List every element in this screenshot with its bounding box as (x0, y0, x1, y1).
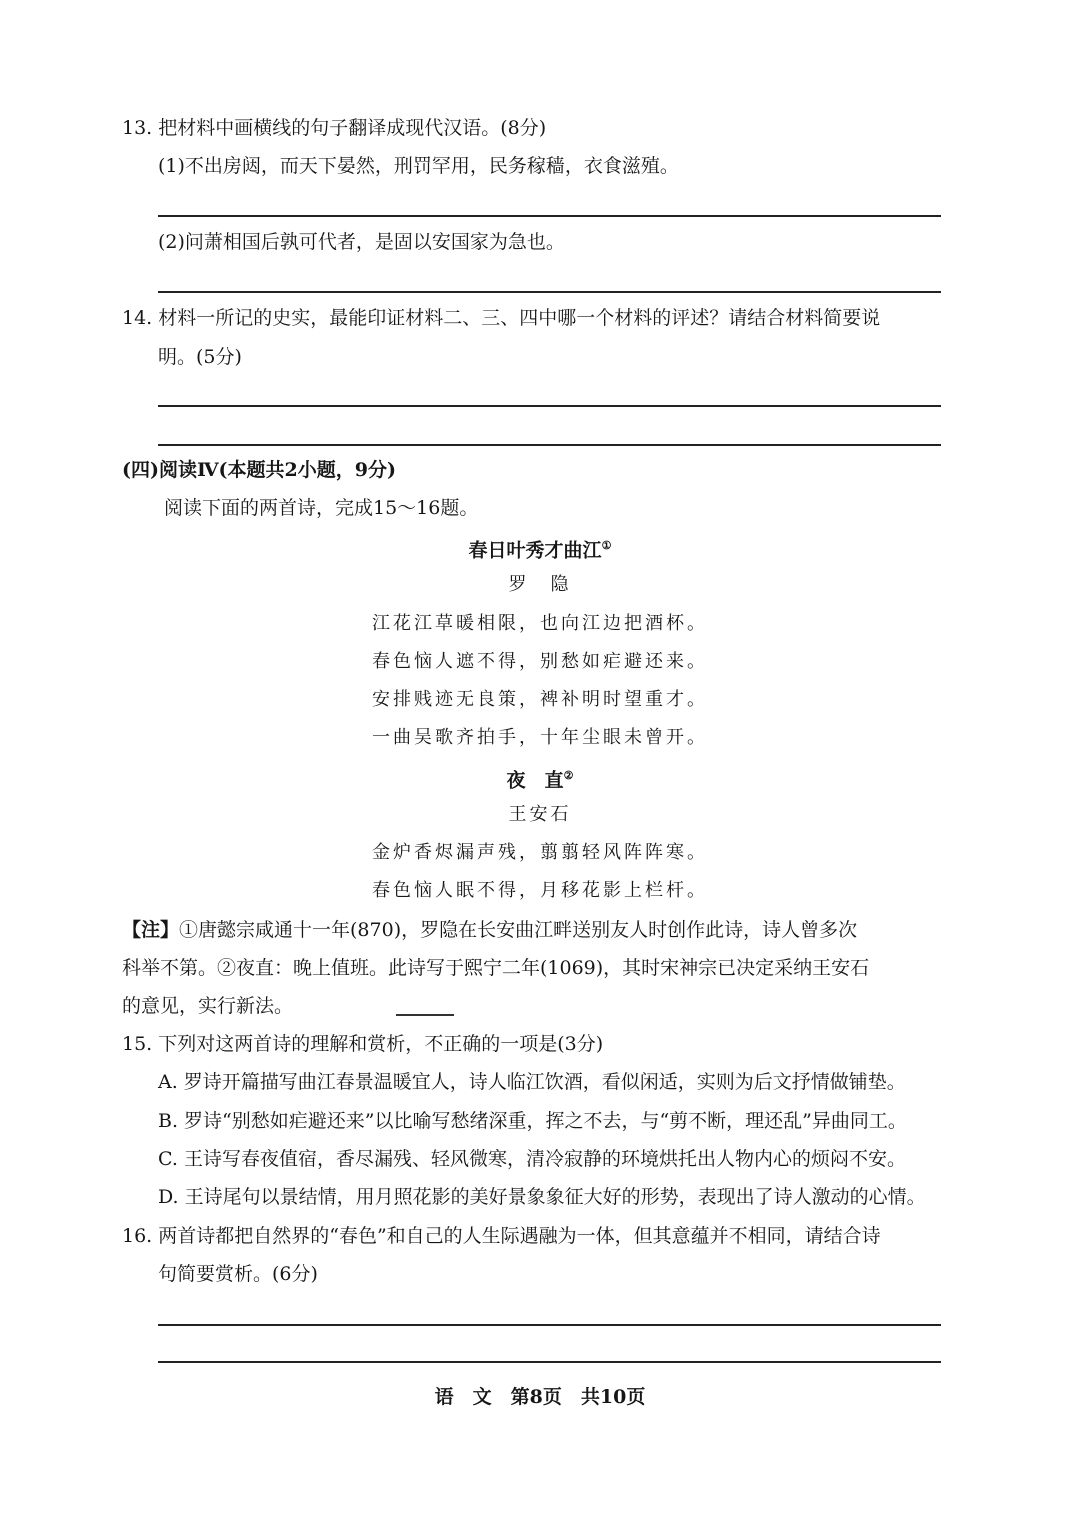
q13-sentence-1: (1)不出房闼，而天下晏然，刑罚罕用，民务稼穑，衣食滋殖。 (158, 155, 679, 177)
note-mark: ② (563, 769, 574, 782)
section-intro: 阅读下面的两首诗，完成15～16题。 (164, 497, 479, 519)
note-mark: ① (601, 539, 612, 552)
answer-line[interactable] (158, 215, 941, 217)
poem2-line: 春色恼人眠不得，月移花影上栏杆。 (372, 880, 708, 901)
answer-line[interactable] (158, 291, 941, 293)
notes-line3: 的意见，实行新法。 (122, 995, 294, 1017)
answer-line[interactable] (158, 444, 941, 446)
poem2-line: 金炉香烬漏声残，翦翦轻风阵阵寒。 (372, 842, 708, 863)
poem2-title-text: 夜 直 (506, 769, 564, 792)
q13-sentence-2: (2)问萧相国后孰可代者，是固以安国家为急也。 (158, 231, 565, 253)
q15-option-d[interactable]: D. 王诗尾句以景结情，用月照花影的美好景象象征大好的形势，表现出了诗人激动的心情。 (158, 1186, 926, 1208)
poem1-title (0, 534, 1080, 562)
short-rule (396, 1014, 454, 1016)
poem1-author: 罗 隐 (508, 574, 572, 595)
q15-option-c[interactable]: C. 王诗写春夜值宿，香尽漏残、轻风微寒，清冷寂静的环境烘托出人物内心的烦闷不安。 (158, 1148, 906, 1170)
q15-option-b[interactable]: B. 罗诗“别愁如疟避还来”以比喻写愁绪深重，挥之不去，与“剪不断，理还乱”异曲同工。 (158, 1110, 907, 1132)
poem1-line: 江花江草暖相限，也向江边把酒杯。 (372, 613, 708, 634)
answer-line[interactable] (158, 405, 941, 407)
q15-stem: 15. 下列对这两首诗的理解和赏析，不正确的一项是(3分) (122, 1033, 604, 1055)
answer-line[interactable] (158, 1324, 941, 1326)
poem1-title-text: 春日叶秀才曲江 (468, 539, 602, 562)
q16-stem-line1: 16. 两首诗都把自然界的“春色”和自己的人生际遇融为一体，但其意蕴并不相同，请结合诗 (122, 1225, 881, 1247)
poem1-line: 春色恼人遮不得，别愁如疟避还来。 (372, 651, 708, 672)
notes-label: 【注】 (122, 919, 180, 941)
answer-line[interactable] (158, 1361, 941, 1363)
q14-stem-line2: 明。(5分) (158, 346, 242, 368)
page-footer: 语 文 第8页 共10页 (434, 1386, 646, 1408)
q14-stem-line1: 14. 材料一所记的史实，最能印证材料二、三、四中哪一个材料的评述？请结合材料简要说 (122, 307, 881, 329)
poem2-author: 王安石 (508, 804, 572, 825)
q15-option-a[interactable]: A. 罗诗开篇描写曲江春景温暖宜人，诗人临江饮酒，看似闲适，实则为后文抒情做铺垫。 (158, 1071, 906, 1093)
poem2-title (0, 764, 1080, 792)
q13-stem: 13. 把材料中画横线的句子翻译成现代汉语。(8分) (122, 117, 547, 139)
section-heading: (四)阅读Ⅳ(本题共2小题，9分) (122, 459, 396, 481)
poem1-line: 一曲吴歌齐拍手，十年尘眼未曾开。 (372, 727, 708, 748)
poem1-line: 安排贱迹无良策，裨补明时望重才。 (372, 689, 708, 710)
notes-line1 (122, 918, 857, 942)
notes-text: ①唐懿宗咸通十一年(870)，罗隐在长安曲江畔送别友人时创作此诗，诗人曾多次 (179, 919, 858, 941)
notes-line2: 科举不第。②夜直：晚上值班。此诗写于熙宁二年(1069)，其时宋神宗已决定采纳王安石 (122, 957, 870, 979)
q16-stem-line2: 句简要赏析。(6分) (158, 1263, 318, 1285)
